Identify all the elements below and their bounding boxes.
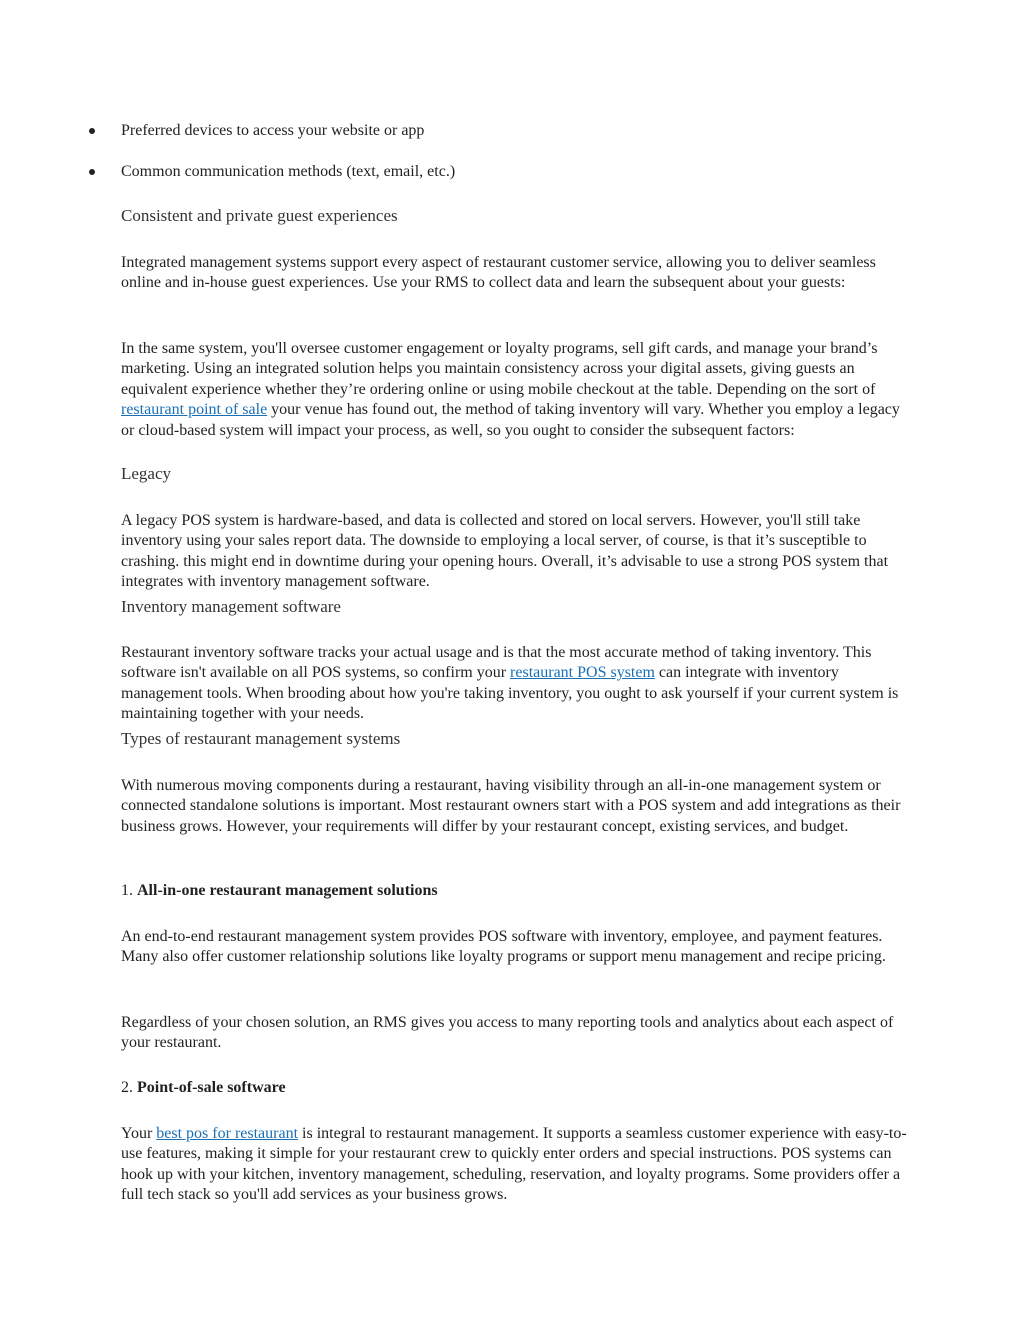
- paragraph-text: can integrate with inventory management tools. When brooding about how you're taking inventory, you ought to ask yourself if your current system is maintaining together with your needs.: [121, 664, 899, 723]
- section-heading-consistent: Consistent and private guest experiences: [121, 206, 398, 225]
- section-heading-types: Types of restaurant management systems: [121, 729, 401, 748]
- paragraph-text: is integral to restaurant management. It supports a seamless customer experience with easy-to-use features, making it simple for your restaurant crew to quickly enter orders and special instructions. POS systems can hook up with your kitchen, inventory management, scheduling, reservation, and loyalty programs. Some providers offer a full tech stack so you'll add services as your business grows.: [121, 1125, 907, 1204]
- numbered-heading-all-in-one: [121, 881, 911, 901]
- paragraph-text: Restaurant inventory software tracks your actual usage and is that the most accurate method of taking inventory. This software isn't available on all POS systems, so confirm your: [121, 644, 872, 682]
- paragraph-text: In the same system, you'll oversee customer engagement or loyalty programs, sell gift cards, and manage your brand’s marketing. Using an integrated solution helps you maintain consistency across your digital assets, giving guests an equivalent experience whether they’re ordering online or using mobile checkout at the table. Depending on the sort of: [121, 340, 878, 398]
- paragraph-inventory: [121, 643, 911, 725]
- bullet-dot-icon: [89, 128, 95, 134]
- paragraph-end-to-end: An end-to-end restaurant management system provides POS software with inventory, employee, and payment features. Many also offer customer relationship solutions like loyalty programs or support menu management and recipe pricing.: [121, 928, 886, 966]
- paragraph-text: Your: [121, 1125, 157, 1142]
- paragraph-legacy: A legacy POS system is hardware-based, and data is collected and stored on local servers. However, you'll still take inventory using your sales report data. The downside to employing a local server, of course, is that it’s susceptible to crashing. this might end in downtime during your opening hours. Overall, it’s advisable to use a strong POS system that integrates with inventory management software.: [121, 512, 889, 591]
- section-heading-inventory: Inventory management software: [121, 597, 341, 616]
- link-restaurant-pos-system[interactable]: restaurant POS system: [510, 664, 655, 682]
- paragraph-same-system: [121, 339, 911, 441]
- numbered-heading-point-of-sale: [121, 1078, 911, 1098]
- paragraph-regardless: Regardless of your chosen solution, an RMS gives you access to many reporting tools and analytics about each aspect of your restaurant.: [121, 1014, 894, 1052]
- item-title: Point-of-sale software: [137, 1079, 286, 1096]
- item-number: 2.: [121, 1079, 133, 1096]
- paragraph-text: your venue has found out, the method of taking inventory will vary. Whether you employ a legacy or cloud-based system will impact your process, as well, so you ought to consider the subsequent factors:: [121, 401, 900, 439]
- paragraph-types: With numerous moving components during a restaurant, having visibility through an all-in-one management system or connected standalone solutions is important. Most restaurant owners start with a POS system and add integrations as their business grows. However, your requirements will differ by your restaurant concept, existing services, and budget.: [121, 777, 901, 835]
- link-best-pos-for-restaurant[interactable]: best pos for restaurant: [156, 1125, 299, 1142]
- bullet-text: Common communication methods (text, email, etc.): [121, 163, 456, 180]
- paragraph-integrated-systems: Integrated management systems support every aspect of restaurant customer service, allowing you to deliver seamless online and in-house guest experiences. Use your RMS to collect data and learn the subsequent about your guests:: [121, 254, 876, 292]
- bullet-text: Preferred devices to access your website or app: [121, 122, 425, 139]
- section-heading-legacy: Legacy: [121, 464, 172, 483]
- link-restaurant-point-of-sale[interactable]: restaurant point of sale: [121, 401, 268, 419]
- bullet-dot-icon: [89, 169, 95, 175]
- item-title: All-in-one restaurant management solutions: [137, 882, 438, 899]
- paragraph-best-pos: [121, 1124, 911, 1206]
- item-number: 1.: [121, 882, 133, 899]
